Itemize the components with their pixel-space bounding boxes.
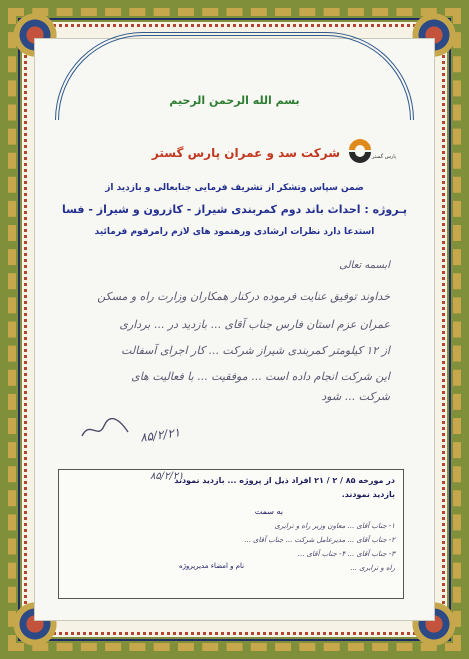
rank-label: به سمت [254, 507, 283, 516]
handwritten-line: خداوند توفیق عنایت فرموده درکنار همکاران وزارت راه و مسکن [97, 290, 390, 303]
visitor-row: ۱- جناب آقای ... معاون وزیر راه و ترابری [274, 522, 395, 530]
basmala-heading: بسم الله الرحمن الرحيم [169, 94, 300, 107]
visitor-row: راه و ترابری ... [350, 564, 395, 572]
project-title: پـروژه : احداث باند دوم کمربندی شیراز - کازرون و شیراز - فسا [61, 203, 407, 216]
intro-text: ضمن سپاس وتشکر از تشریف فرمایی جنابعالی و بازدید از [105, 183, 364, 193]
visitor-row: ۳- جناب آقای ... ۴- جناب آقای ... [297, 550, 395, 558]
handwritten-line: عمران عزم استان فارس جناب آقای ... بازدید در ... برداری [119, 318, 390, 331]
handwritten-line: ابسمه تعالی [339, 260, 390, 271]
handwritten-line: از ۱۲ کیلومتر کمربندی شیراز شرکت ... کار اجرای آسفالت [121, 344, 390, 357]
visit-label: بازدید نمودند. [341, 490, 395, 499]
company-header [40, 130, 420, 174]
handwritten-line: شرکت ... شود [321, 390, 390, 403]
request-text: استدعا دارد نظرات ارشادی ورهنمود های لازم رامرقوم فرمائید [94, 227, 375, 237]
handwritten-line: این شرکت انجام داده است ... موفقیت ... با فعالیت های [131, 370, 390, 383]
handwritten-visit-date: ۸۵/۲/۲۱ [150, 471, 184, 482]
company-name: شرکت سد و عمران پارس گستر [151, 146, 340, 160]
visit-date-line: در مورخه ۸۵ / ۲ / ۲۱ افراد ذیل از پروژه ... بازدید نمودند [174, 476, 395, 485]
company-logo-icon [345, 134, 375, 164]
signature-scribble-icon [80, 418, 130, 440]
visit-record-box [58, 469, 404, 599]
visitor-row: ۲- جناب آقای ... مدیرعامل شرکت ... جناب آقای ... [244, 536, 395, 544]
signature-date: ۸۵/۲/۲۱ [139, 425, 182, 445]
logo-caption: پارس گستر [372, 154, 397, 160]
project-manager-sign-label: نام و امضاء مدیرپروژه [179, 562, 245, 570]
